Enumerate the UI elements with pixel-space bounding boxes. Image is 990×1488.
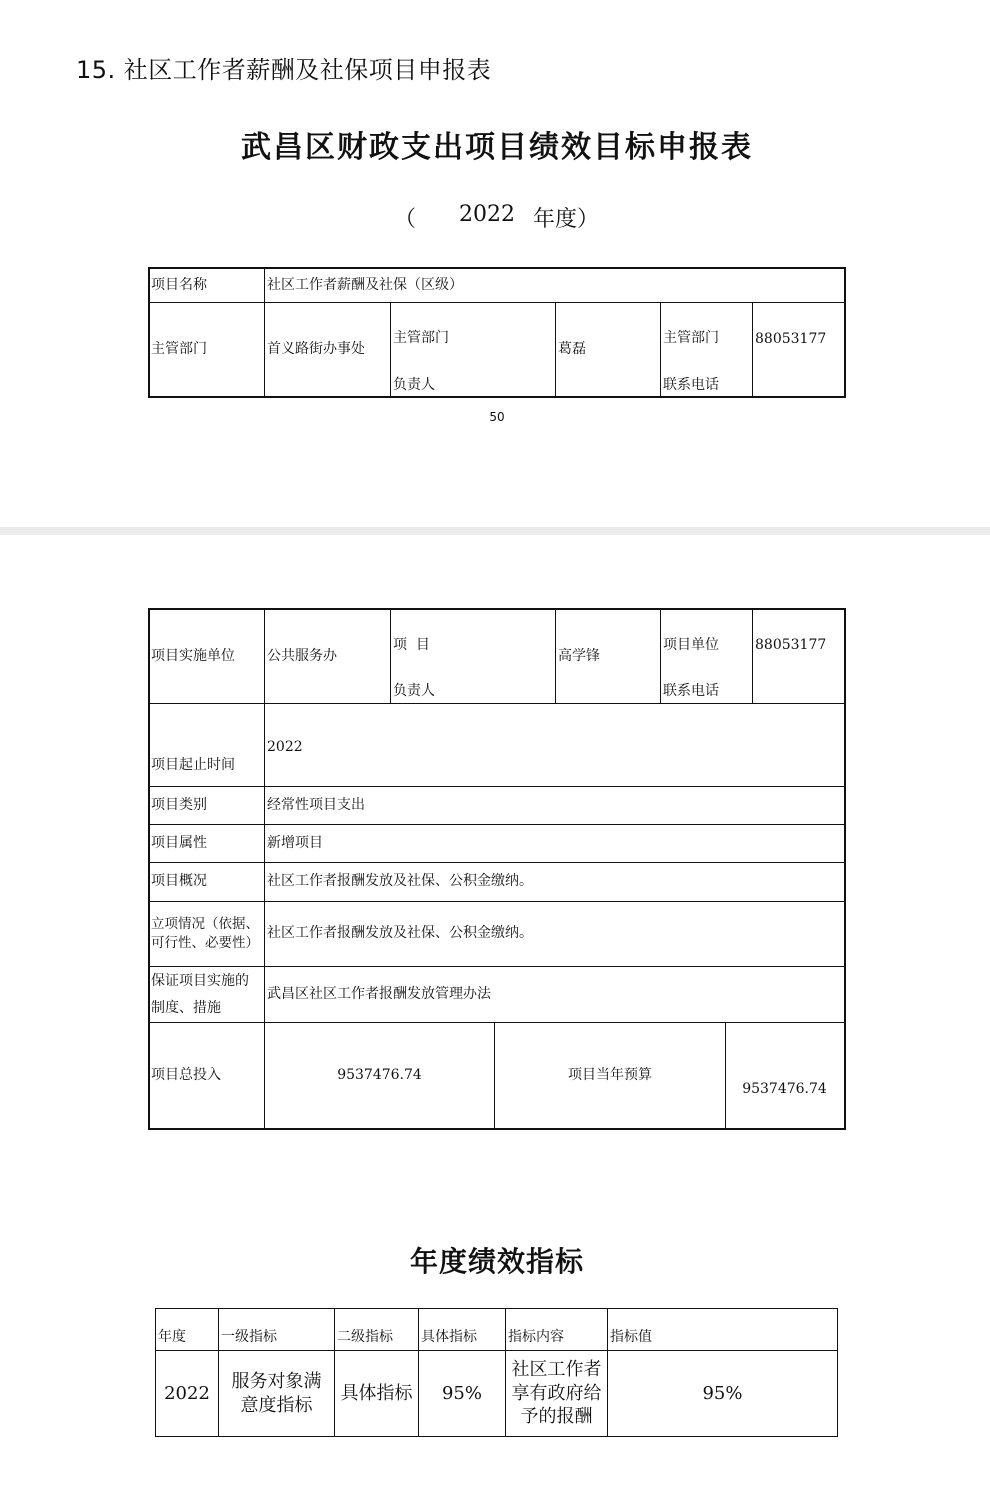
year-line bbox=[0, 202, 990, 236]
document-page-1 bbox=[0, 0, 990, 527]
project-phone-label bbox=[661, 610, 752, 703]
perf-row-content: 社区工作者享有政府给予的报酬 bbox=[511, 1359, 602, 1428]
measures-label-line1: 保证项目实施的 bbox=[151, 972, 249, 989]
basis-value: 社区工作者报酬发放及社保、公积金缴纳。 bbox=[267, 925, 533, 942]
project-phone-label-line2: 联系电话 bbox=[663, 683, 719, 700]
dept-phone-label-line2: 联系电话 bbox=[663, 377, 719, 394]
performance-title: 年度绩效指标 bbox=[409, 1245, 584, 1278]
period-value: 2022 bbox=[267, 739, 303, 755]
basis-label-line1: 立项情况（依据、 bbox=[151, 916, 259, 933]
project-phone-value: 88053177 bbox=[755, 637, 827, 653]
perf-row-level1: 服务对象满意度指标 bbox=[231, 1371, 322, 1416]
perf-row-level2: 具体指标 bbox=[340, 1382, 413, 1404]
impl-unit-value: 公共服务办 bbox=[267, 647, 337, 664]
perf-header-value: 指标值 bbox=[610, 1329, 652, 1345]
project-name-label: 项目名称 bbox=[151, 276, 207, 293]
section-heading: 15. 社区工作者薪酬及社保项目申报表 bbox=[76, 56, 492, 84]
dept-head-label bbox=[391, 303, 555, 397]
page-number: 50 bbox=[489, 410, 505, 424]
dept-phone-label-line1: 主管部门 bbox=[663, 330, 719, 346]
measures-label bbox=[149, 967, 264, 1022]
perf-row-specific: 95% bbox=[441, 1382, 482, 1404]
perf-row-value: 95% bbox=[702, 1382, 743, 1404]
basis-label-line2: 可行性、必要性） bbox=[151, 935, 259, 951]
perf-header-content: 指标内容 bbox=[508, 1329, 564, 1345]
category-value: 经常性项目支出 bbox=[267, 796, 365, 813]
perf-row-year: 2022 bbox=[164, 1382, 210, 1404]
perf-header-level2: 二级指标 bbox=[337, 1329, 393, 1345]
perf-header-level1: 一级指标 bbox=[221, 1329, 277, 1345]
project-head-value: 高学锋 bbox=[558, 647, 600, 664]
total-investment-label: 项目总投入 bbox=[151, 1067, 221, 1084]
dept-head-label-line1: 主管部门 bbox=[393, 330, 449, 346]
attribute-value: 新增项目 bbox=[267, 834, 323, 851]
year-value: 2022 bbox=[459, 202, 515, 227]
dept-head-label-line2: 负责人 bbox=[393, 377, 435, 394]
document-title: 武昌区财政支出项目绩效目标申报表 bbox=[241, 130, 753, 165]
year-open-paren: （ bbox=[394, 207, 417, 232]
project-name-value: 社区工作者薪酬及社保（区级） bbox=[267, 276, 463, 293]
basis-label bbox=[149, 902, 265, 966]
measures-label-line2: 制度、措施 bbox=[151, 999, 221, 1016]
overview-label: 项目概况 bbox=[151, 873, 207, 890]
category-label: 项目类别 bbox=[151, 796, 207, 813]
measures-value: 武昌区社区工作者报酬发放管理办法 bbox=[267, 985, 491, 1002]
dept-phone-value: 88053177 bbox=[755, 331, 827, 347]
dept-label: 主管部门 bbox=[151, 341, 207, 358]
impl-unit-label: 项目实施单位 bbox=[151, 647, 235, 664]
perf-header-specific: 具体指标 bbox=[421, 1329, 477, 1345]
dept-phone-label bbox=[661, 303, 752, 397]
period-label: 项目起止时间 bbox=[151, 757, 235, 774]
annual-budget-label: 项目当年预算 bbox=[568, 1067, 652, 1084]
dept-head-value: 葛磊 bbox=[558, 341, 586, 358]
year-suffix: 年度） bbox=[533, 207, 600, 232]
overview-value: 社区工作者报酬发放及社保、公积金缴纳。 bbox=[267, 873, 533, 890]
project-phone-label-line1: 项目单位 bbox=[663, 637, 719, 653]
annual-budget-value: 9537476.74 bbox=[742, 1081, 827, 1098]
project-head-label-line1: 项 目 bbox=[393, 637, 430, 653]
perf-header-year: 年度 bbox=[158, 1329, 186, 1345]
document-page-2 bbox=[0, 535, 990, 1488]
attribute-label: 项目属性 bbox=[151, 834, 207, 851]
project-head-label-line2: 负责人 bbox=[393, 683, 435, 700]
dept-value: 首义路街办事处 bbox=[267, 341, 365, 358]
project-head-label bbox=[391, 610, 555, 703]
total-investment-value: 9537476.74 bbox=[337, 1067, 422, 1084]
